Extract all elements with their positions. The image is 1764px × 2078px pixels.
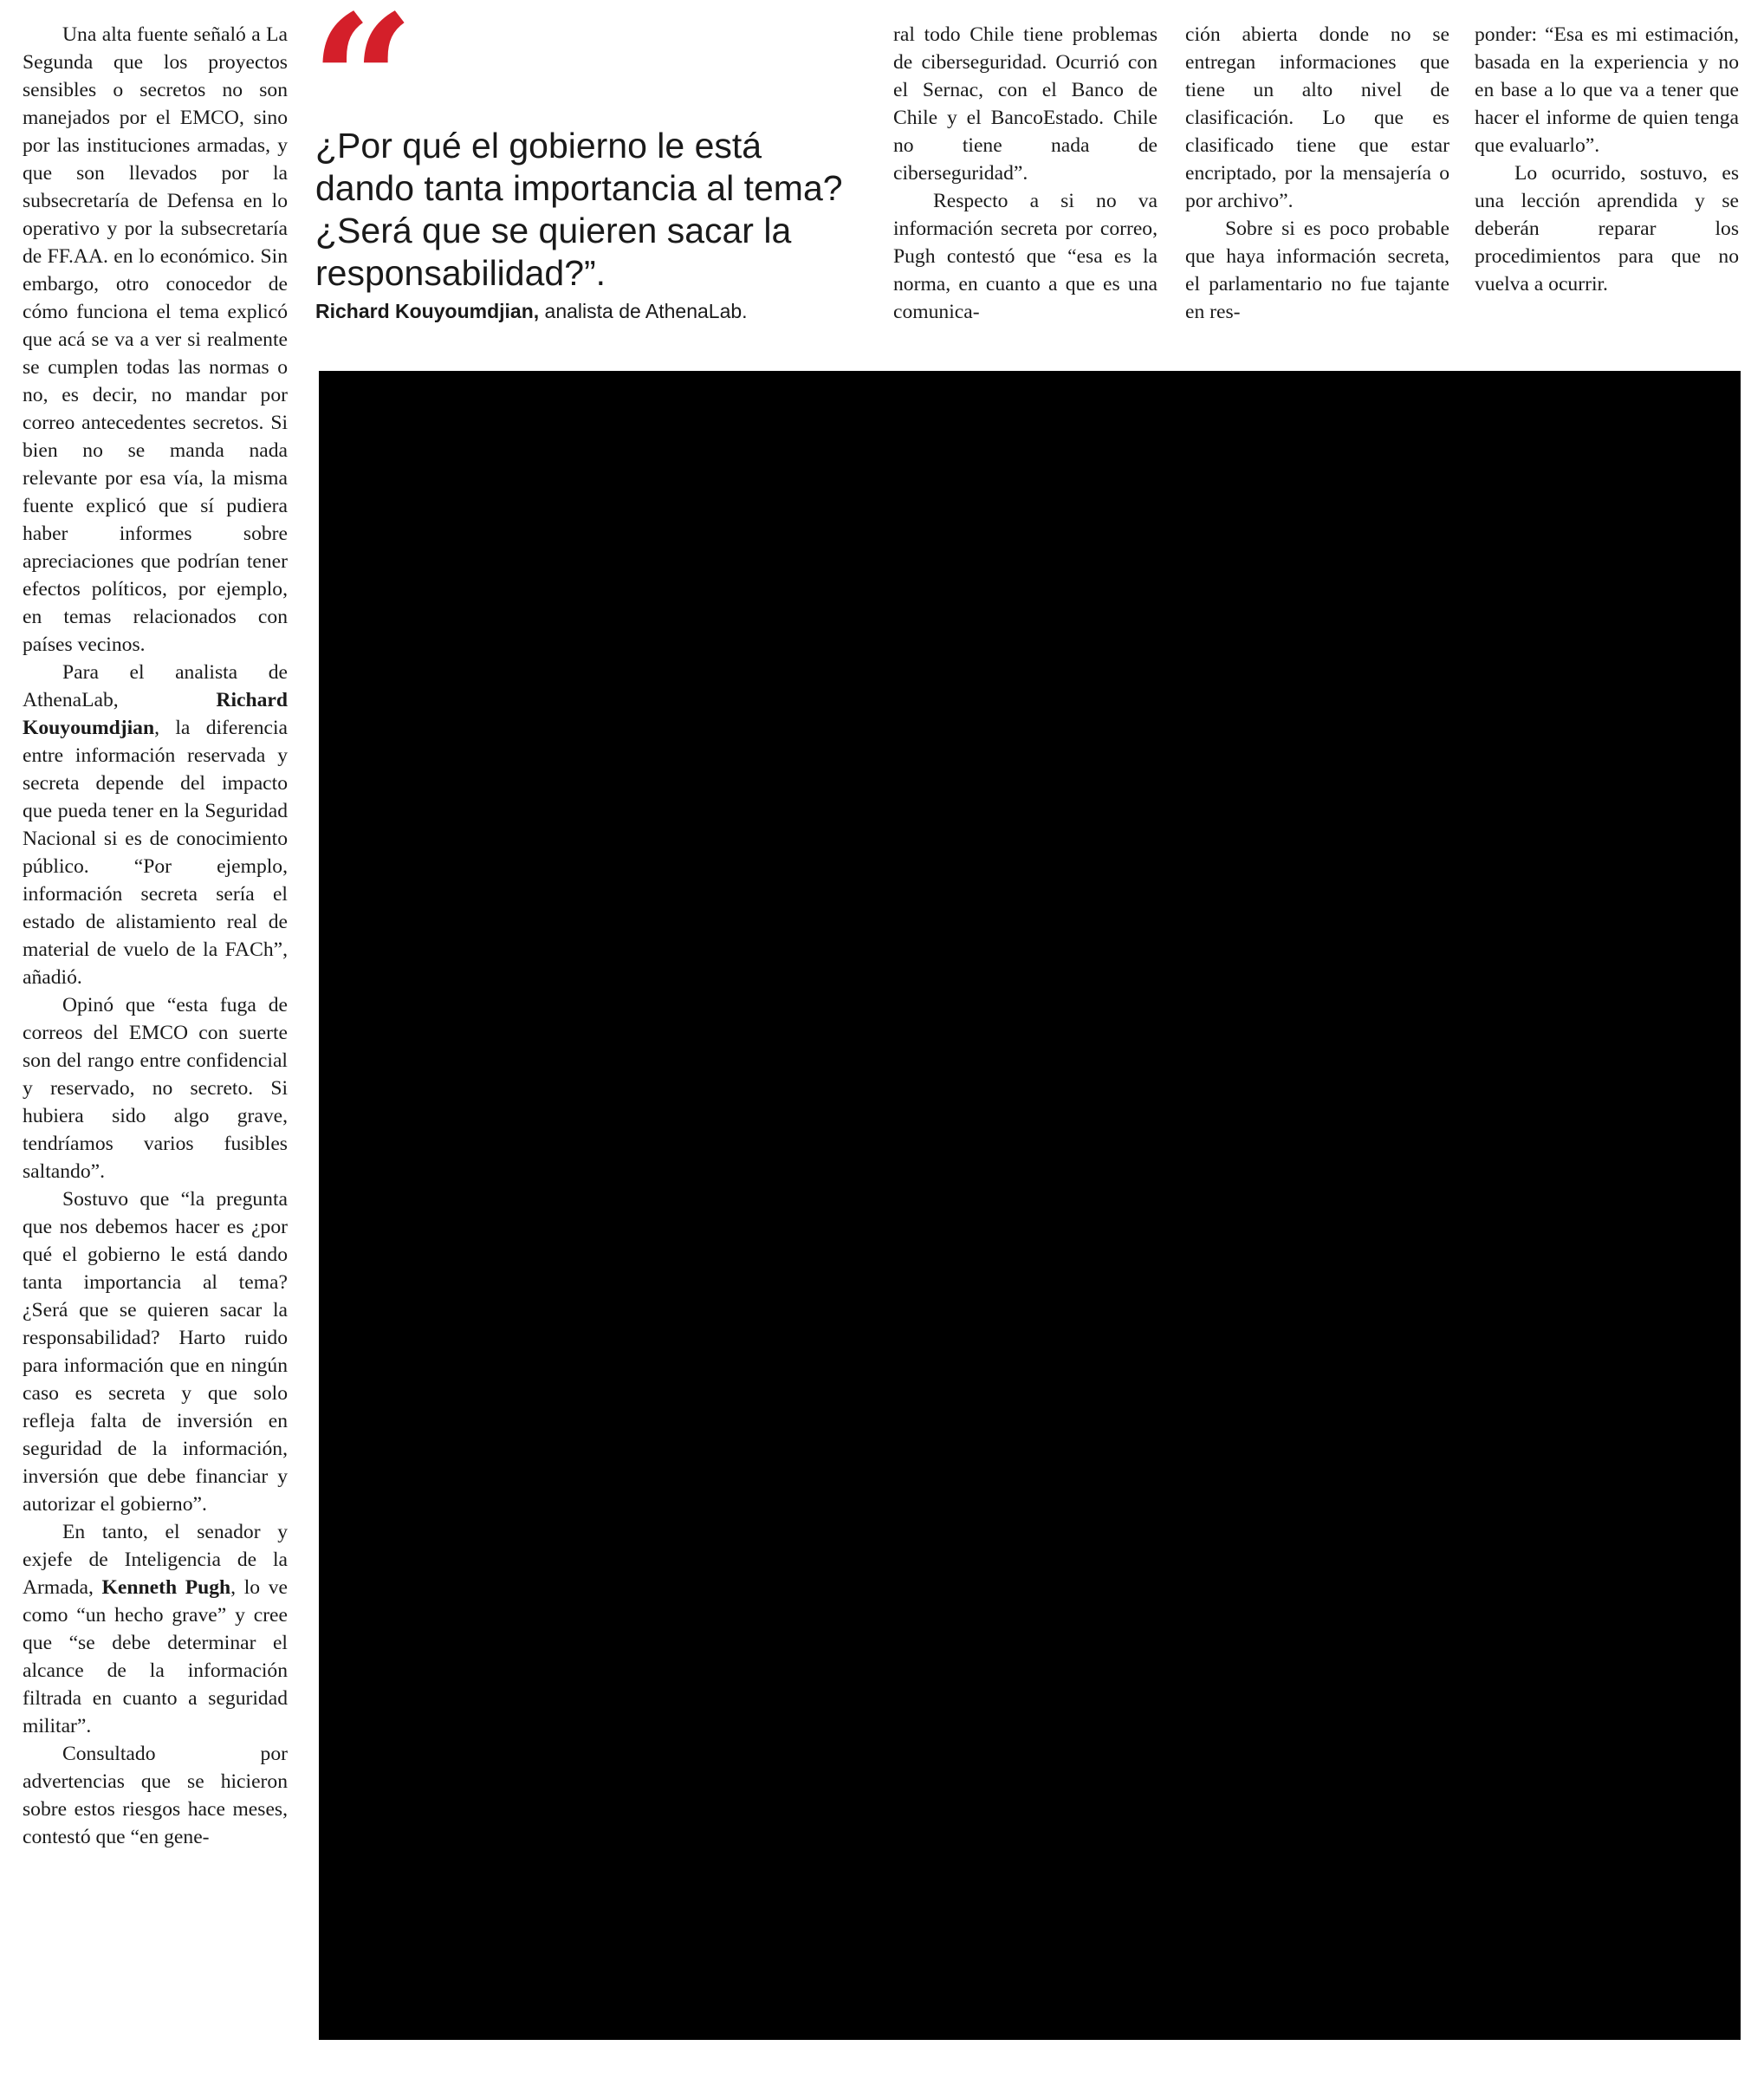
paragraph: ción abierta donde no se entregan informaciones que tiene un alto nivel de clasificación. Lo que es clasificado tiene que estar encriptado, por la mensajería o por archivo”.	[1185, 23, 1449, 212]
paragraph: Respecto a si no va información secreta por correo, Pugh contestó que “esa es la norma, en cuanto a que es una comunica-	[893, 190, 1158, 323]
quote-mark-icon: “	[310, 0, 408, 189]
text-run: En tanto, el senador y exjefe de Inteligencia de la Armada,	[23, 1521, 288, 1599]
paragraph: Opinó que “esta fuga de correos del EMCO con suerte son del rango entre confidencial y reservado, no secreto. Si hubiera sido algo grave, tendríamos varios fusibles saltando”.	[23, 994, 288, 1183]
paragraph: Sostuvo que “la pregunta que nos debemos hacer es ¿por qué el gobierno le está dando tanta importancia al tema? ¿Será que se quieren sacar la responsabilidad? Harto ruido para información que en ningún caso es secreta y que solo refleja falta de inversión en seguridad de la información, inversión que debe financiar y autorizar el gobierno”.	[23, 1188, 288, 1516]
quote-author: Richard Kouyoumdjian,	[315, 300, 540, 322]
redacted-image	[319, 371, 1741, 2040]
pull-quote	[310, 0, 870, 324]
text-run: Para el analista de AthenaLab,	[23, 661, 288, 711]
text-run: , la diferencia entre información reservada y secreta depende del impacto que pueda tener en la Seguridad Nacional si es de conocimiento público. “Por ejemplo, información secreta sería el estado de alistamiento real de material de vuelo de la FACh”, añadió.	[23, 717, 288, 989]
pull-quote-text: ¿Por qué el gobierno le está dando tanta importancia al tema? ¿Será que se quieren sacar la responsabilidad?”.	[315, 126, 843, 293]
paragraph	[23, 659, 288, 991]
paragraph: ponder: “Esa es mi estimación, basada en la experiencia y no en base a lo que va a tener que hacer el informe de quien tenga que evaluarlo”.	[1475, 23, 1739, 157]
quote-author-role: analista de AthenaLab.	[539, 300, 748, 322]
paragraph	[23, 1518, 288, 1740]
article-column-3	[893, 21, 1158, 326]
paragraph: Sobre si es poco probable que haya información secreta, el parlamentario no fue tajante en res-	[1185, 218, 1449, 323]
article-column-4	[1185, 21, 1449, 326]
pull-quote-attribution	[315, 298, 870, 324]
person-name: Richard Kouyoumdjian	[23, 689, 288, 739]
article-column-left	[23, 21, 288, 1851]
paragraph: Consultado por advertencias que se hicieron sobre estos riesgos hace meses, contestó que “en gene-	[23, 1743, 288, 1848]
paragraph: Lo ocurrido, sostuvo, es una lección aprendida y se deberán reparar los procedimientos para que no vuelva a ocurrir.	[1475, 162, 1739, 295]
paragraph: Una alta fuente señaló a La Segunda que los proyectos sensibles o secretos no son manejados por el EMCO, sino por las instituciones armadas, y que son llevados por la subsecretaría de Defensa en lo operativo y por la subsecretaría de FF.AA. en lo económico. Sin embargo, otro conocedor de cómo funciona el tema explicó que acá se va a ver si realmente se cumplen todas las normas o no, es decir, no mandar por correo antecedentes secretos. Si bien no se manda nada relevante por esa vía, la misma fuente explicó que sí pudiera haber informes sobre apreciaciones que podrían tener efectos políticos, por ejemplo, en temas relacionados con países vecinos.	[23, 23, 288, 656]
person-name: Kenneth Pugh	[101, 1576, 231, 1599]
text-run: , lo ve como “un hecho grave” y cree que “se debe determinar el alcance de la información filtrada en cuanto a seguridad militar”.	[23, 1576, 288, 1737]
article-column-5	[1475, 21, 1739, 298]
paragraph: ral todo Chile tiene problemas de ciberseguridad. Ocurrió con el Sernac, con el Banco de Chile y el BancoEstado. Chile no tiene nada de ciberseguridad”.	[893, 23, 1158, 185]
